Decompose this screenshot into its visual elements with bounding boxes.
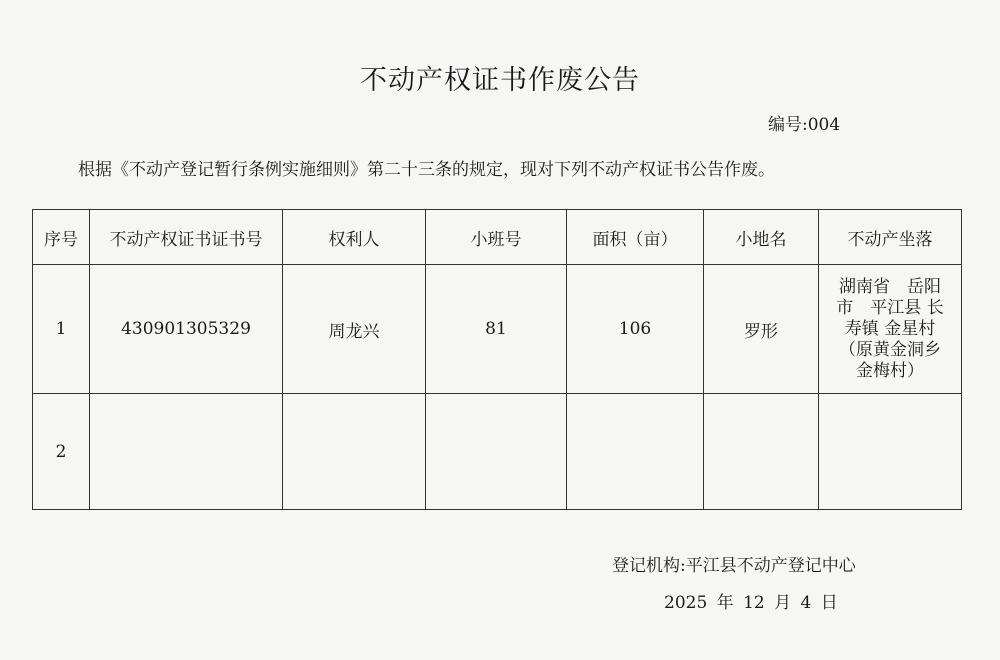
header-location: 不动产坐落 xyxy=(819,210,962,265)
cell-place: 罗形 xyxy=(704,265,819,394)
cell-holder: 周龙兴 xyxy=(283,265,426,394)
cell-plot-no xyxy=(426,394,567,510)
cell-location xyxy=(819,394,962,510)
location-line: （原黄金洞乡 xyxy=(839,339,941,360)
cell-place xyxy=(704,394,819,510)
cell-cert-no xyxy=(90,394,283,510)
cell-area: 106 xyxy=(567,265,704,394)
certificate-table xyxy=(32,209,962,510)
header-holder: 权利人 xyxy=(283,210,426,265)
table-row xyxy=(33,394,962,510)
cell-seq: 2 xyxy=(33,394,90,510)
location-line: 金梅村） xyxy=(856,360,924,381)
header-cert-no: 不动产权证书证书号 xyxy=(90,210,283,265)
cell-plot-no: 81 xyxy=(426,265,567,394)
cell-area xyxy=(567,394,704,510)
header-seq: 序号 xyxy=(33,210,90,265)
header-place: 小地名 xyxy=(704,210,819,265)
table-row xyxy=(33,265,962,394)
cell-location xyxy=(819,265,962,394)
location-line: 市 平江县 长 xyxy=(836,297,944,318)
cell-holder xyxy=(283,394,426,510)
header-plot-no: 小班号 xyxy=(426,210,567,265)
cell-seq: 1 xyxy=(33,265,90,394)
location-line: 湖南省 岳阳 xyxy=(839,276,941,297)
notice-title: 不动产权证书作废公告 xyxy=(360,65,640,96)
location-line: 寿镇 金星村 xyxy=(844,318,936,339)
header-area: 面积（亩） xyxy=(567,210,704,265)
registration-agency: 登记机构:平江县不动产登记中心 xyxy=(612,556,856,576)
notice-date: 2025 年 12 月 4 日 xyxy=(664,593,838,613)
cell-cert-no: 430901305329 xyxy=(90,265,283,394)
notice-intro: 根据《不动产登记暂行条例实施细则》第二十三条的规定，现对下列不动产权证书公告作废。 xyxy=(78,160,775,180)
table-header-row xyxy=(33,210,962,265)
document-number: 编号:004 xyxy=(768,115,841,135)
